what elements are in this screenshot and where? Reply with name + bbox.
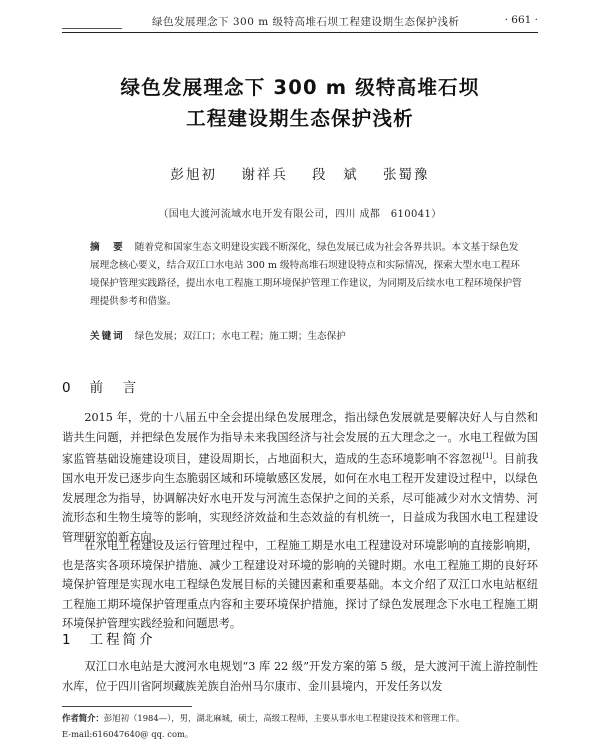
- title-line-2: 工程建设期生态保护浅析: [186, 107, 414, 130]
- abstract-text: 随着党和国家生态文明建设实践不断深化，绿色发展已成为社会各界共识。本文基于绿色发展理念核心要义，结合双江口水电站 300 m 级特高堆石坝建设特点和实际情况，探索大型水电工程环境保护管理实践路径，提出水电工程施工期环境保护管理工作建议，为同期及后续水电工程环境保护管理提供参考和借鉴。: [90, 242, 522, 307]
- overview-paragraph-1: [62, 657, 538, 696]
- keywords-text: 绿色发展；双江口；水电工程；施工期；生态保护: [134, 331, 346, 342]
- paragraph-text: 双江口水电站是大渡河水电规划“3 库 22 级”开发方案的第 5 级，是大渡河干流上游控制性水库，位于四川省阿坝藏族羌族自治州马尔康市、金川县境内，开发任务以发: [62, 660, 538, 693]
- citation-ref: [1]: [482, 452, 493, 460]
- footnote-label: 作者简介：: [62, 713, 104, 723]
- footnote-email: E-mail:616047640@ qq. com。: [62, 729, 194, 739]
- paragraph-text: 在水电工程建设及运行管理过程中，工程施工期是水电工程建设对环境影响的直接影响期，也是落实各项环境保护措施、减少工程建设对环境的影响的关键时期。水电工程施工期的良好环境保护管理是实现水电工程绿色发展目标的关键因素和重要基础。本文介绍了双江口水电站枢纽工程施工期环境保护管理重点内容和主要环境保护措施，探讨了绿色发展理念下水电工程施工期环境保护管理实践经验和问题思考。: [62, 539, 538, 630]
- section-heading-intro: [62, 376, 139, 396]
- page-number: · 661 ·: [504, 14, 538, 26]
- keywords-label: 关键词: [90, 331, 125, 342]
- section-number: 1: [62, 632, 74, 648]
- section-heading-overview: [62, 628, 156, 648]
- section-number: 0: [62, 380, 74, 396]
- author: 谢祥兵: [241, 167, 288, 183]
- author: 段 斌: [312, 167, 359, 183]
- author: 张蜀豫: [382, 167, 430, 183]
- affiliation: （国电大渡河流域水电开发有限公司，四川 成都 610041）: [158, 209, 442, 220]
- abstract: [90, 239, 524, 311]
- author-footnote: [62, 710, 560, 742]
- title-line-1: 绿色发展理念下 300 m 级特高堆石坝: [120, 76, 480, 99]
- author-list: [0, 163, 600, 183]
- author: 彭旭初: [170, 167, 218, 183]
- intro-paragraph-2: [62, 536, 538, 634]
- keywords: [90, 328, 524, 342]
- article-title: [40, 72, 560, 134]
- header-rule: [62, 32, 538, 33]
- paragraph-text-tail: 。目前我国水电开发已逐步向生态脆弱区域和环境敏感区发展，如何在水电工程开发建设过程中，以绿色发展理念为指导，协调解决好水电开发与河流生态保护之间的关系，尽可能减少对水文情势、河流形态和生物生境等的影响，实现经济效益和生态效益的有机统一，日益成为我国水电工程建设管理研究的新方向。: [62, 452, 538, 544]
- running-title: 绿色发展理念下 300 m 级特高堆石坝工程建设期生态保护浅析: [152, 16, 460, 28]
- section-title: 工程简介: [89, 632, 156, 648]
- abstract-label: 摘 要: [90, 242, 125, 253]
- paragraph-text: 2015 年，党的十八届五中全会提出绿色发展理念，指出绿色发展就是要解决好人与自然和谐共生问题，并把绿色发展作为指导未来我国经济与社会发展的五大理念之一。水电工程做为国家监管基础设施建设项目，建设周期长，占地面积大，造成的生态环境影响不容忽视: [62, 411, 538, 466]
- footnote-rule: [62, 706, 192, 707]
- header-dash-rule: [62, 28, 122, 29]
- running-header: [62, 10, 538, 34]
- footnote-text: 彭旭初（1984—），男，湖北麻城，硕士，高级工程师，主要从事水电工程建设技术和管理工作。: [103, 713, 465, 723]
- section-title: 前 言: [89, 380, 140, 396]
- intro-paragraph-1: [62, 408, 538, 547]
